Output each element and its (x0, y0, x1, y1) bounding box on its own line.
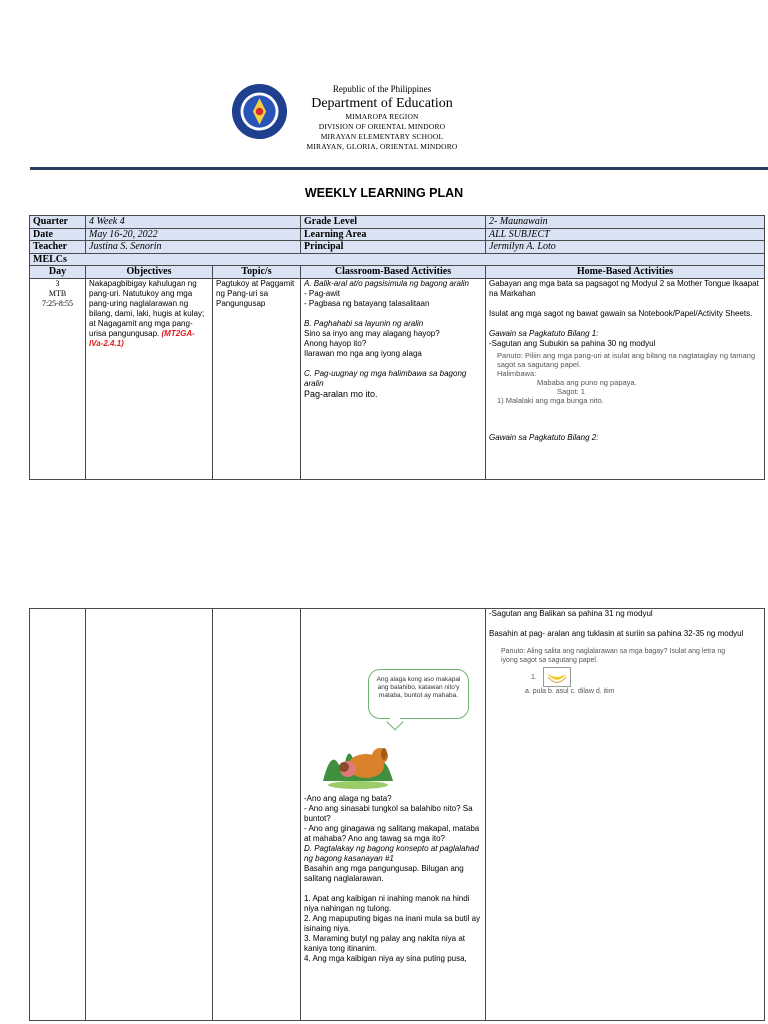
classroom-cell (301, 278, 486, 479)
gawain2-title: Gawain sa Pagkatuto Bilang 2: (489, 432, 599, 442)
step-d-title: D. Pagtalakay ng bagong konsepto at paglalahad ng bagong kasanayan #1 (304, 844, 479, 863)
item-number: 1. (531, 673, 537, 681)
example2-text: 1) Malalaki ang mga bunga nito. (497, 395, 604, 405)
step-a-item1: - Pag-awit (304, 288, 341, 298)
q3-text: - Ano ang ginagawa ng salitang makapal, mataba at mahaba? Ano ang tawag sa mga ito? (304, 824, 480, 843)
col-day: Day (30, 266, 86, 279)
info-row-melcs (30, 253, 765, 266)
area-label: Learning Area (301, 228, 486, 241)
example1-text: Mababa ang puno ng papaya. (537, 377, 637, 387)
col-home: Home-Based Activities (486, 266, 765, 279)
objectives-text: Nakapagbibigay kahulugan ng pang-uri. Natutukoy ang mga pang-uring naglalarawan ng bilang, dami, laki, hugis at kulay; at Nagagamit ang mga pang-urisa pangungusap. (89, 278, 205, 338)
grade-label: Grade Level (301, 216, 486, 229)
step-c-line1: Pag-aralan mo ito. (304, 388, 378, 399)
sentence-2: 2. Ang mapuputing bigas na inani mula sa butil ay isinaing niya. (304, 914, 481, 933)
column-header-row (30, 266, 765, 279)
melcs-label: MELCs (30, 253, 765, 266)
step-b-line3: Ilarawan mo nga ang iyong alaga (304, 348, 422, 358)
bubble-text: Ang alaga kong aso makapal ang balahibo, katawan nito'y mataba, buntot ay mahaba. (376, 676, 461, 699)
objectives-code: (MT2GA-IVa-2.4.1) (89, 328, 195, 348)
plan-row (30, 278, 765, 479)
halimbawa-label: Halimbawa: (497, 368, 537, 378)
teacher-value: Justina S. Senorin (86, 241, 301, 254)
home-line1: Gabayan ang mga bata sa pagsagot ng Modyul 2 sa Mother Tongue Ikaapat na Markahan (489, 278, 759, 298)
principal-value: Jermilyn A. Loto (486, 241, 765, 254)
panuto2-image (501, 647, 731, 702)
day-cell (30, 278, 86, 479)
panuto-image (497, 350, 762, 405)
step-c-title: C. Pag-uugnay ng mga halimbawa sa bagong aralin (304, 368, 467, 388)
school-line: MIRAYAN ELEMENTARY SCHOOL (320, 132, 444, 141)
principal-label: Principal (301, 241, 486, 254)
division-line: DIVISION OF ORIENTAL MINDORO (318, 122, 446, 131)
day-time: 7:25-8:55 (41, 298, 74, 308)
republic-line: Republic of the Philippines (332, 84, 432, 94)
step-a-title: A. Balik-aral at/o pagsisimula ng bagong aralin (304, 278, 469, 288)
teacher-label: Teacher (30, 241, 86, 254)
date-value: May 16-20, 2022 (86, 228, 301, 241)
home-line3: -Sagutan ang Subukin sa pahina 30 ng modyul (489, 338, 656, 348)
choices-text: a. pula b. asul c. dilaw d. itim (525, 688, 615, 695)
panuto2-text: Panuto: Aling salita ang naglalarawan sa mga bagay? Isulat ang letra ng iyong sagot sa sagutang papel. (501, 648, 726, 664)
sentence-1: 1. Apat ang kaibigan ni inahing manok na hindi niya nahingan ng tulong. (304, 894, 470, 913)
sentence-3: 3. Maraming butyl ng palay ang nakita niya at kaniya tong itinanim. (304, 934, 465, 953)
quarter-value: 4 Week 4 (86, 216, 301, 229)
q1-text: -Ano ang alaga ng bata? (304, 794, 392, 803)
deped-seal-icon (231, 83, 288, 140)
info-row-quarter (30, 216, 765, 229)
step-b-line2: Anong hayop ito? (304, 338, 367, 348)
date-label: Date (30, 228, 86, 241)
col-objectives: Objectives (86, 266, 213, 279)
home2-line1: -Sagutan ang Balikan sa pahina 31 ng modyul (489, 609, 653, 618)
address-line: MIRAYAN, GLORIA, ORIENTAL MINDORO (306, 142, 458, 151)
speech-bubble (368, 669, 469, 719)
letterhead (0, 0, 768, 175)
topic-cell (213, 278, 301, 479)
home-cell (486, 278, 765, 479)
objectives-cell (86, 278, 213, 479)
q2-text: - Ano ang sinasabi tungkol sa balahibo nito? Sa buntot? (304, 804, 473, 823)
cont-topic-cell (213, 609, 301, 1021)
info-row-teacher (30, 241, 765, 254)
panuto1-text: Panuto: Piliin ang mga pang-uri at isulat ang bilang na nagtataglay ng tamang sagot sa sagutang papel. (497, 350, 756, 369)
continuation-table (29, 608, 765, 1021)
quarter-label: Quarter (30, 216, 86, 229)
col-classroom: Classroom-Based Activities (301, 266, 486, 279)
learning-plan-table (29, 215, 765, 480)
sentence-4: 4. Ang mga kaibigan niya ay sina puting pusa, (304, 954, 467, 963)
grade-value: 2- Maunawain (486, 216, 765, 229)
step-d-line: Basahin ang mga pangungusap. Bilugan ang salitang naglalarawan. (304, 864, 464, 883)
day-number: 3 (55, 278, 60, 288)
gawain1-title: Gawain sa Pagkatuto Bilang 1: (489, 328, 599, 338)
header-divider (30, 167, 768, 170)
dog-illustration-icon (318, 721, 398, 791)
page-title: WEEKLY LEARNING PLAN (304, 186, 464, 200)
topic-text: Pagtukoy at Paggamit ng Pang-uri sa Pangungusap (216, 278, 295, 308)
cont-home-cell (486, 609, 765, 1021)
area-value: ALL SUBJECT (486, 228, 765, 241)
continuation-row (30, 609, 765, 1021)
home-line2: Isulat ang mga sagot ng bawat gawain sa Notebook/Papel/Activity Sheets. (489, 308, 753, 318)
step-a-item2: - Pagbasa ng batayang talasalitaan (304, 298, 430, 308)
cont-objectives-cell (86, 609, 213, 1021)
cont-day-cell (30, 609, 86, 1021)
region-line: MIMAROPA REGION (345, 112, 419, 121)
banana-icon (543, 667, 571, 687)
step-b-line1: Sino sa inyo ang may alagang hayop? (304, 328, 440, 338)
step-b-title: B. Paghahabi sa layunin ng aralin (304, 318, 424, 328)
home2-line2: Basahin at pag- aralan ang tuklasin at suriin sa pahina 32-35 ng modyul (489, 629, 744, 638)
department-line: Department of Education (311, 96, 453, 111)
info-row-date (30, 228, 765, 241)
cont-classroom-cell (301, 609, 486, 1021)
sagot-text: Sagot: 1 (557, 386, 585, 396)
day-subject: MTB (48, 288, 67, 298)
col-topics: Topic/s (213, 266, 301, 279)
